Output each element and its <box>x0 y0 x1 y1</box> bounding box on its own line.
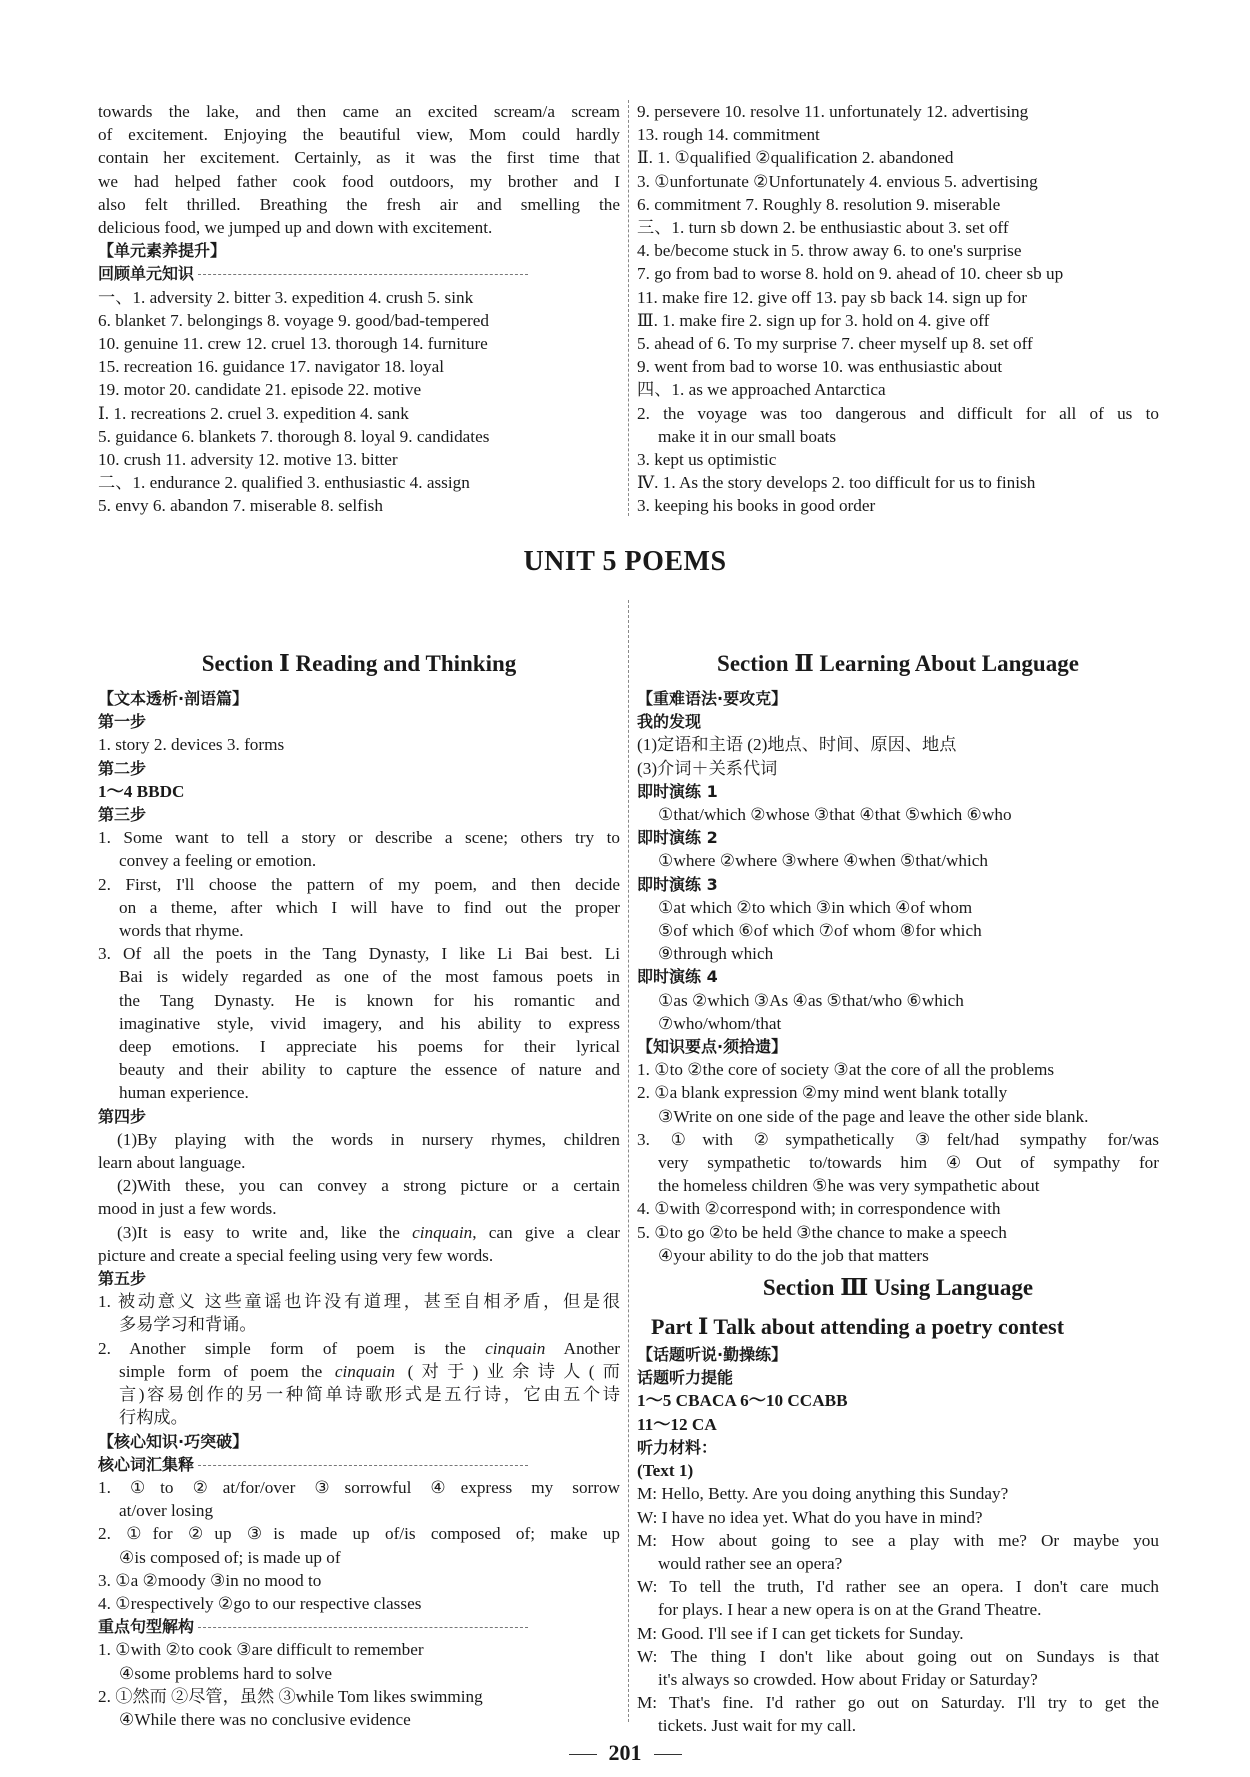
dialogue-line: M: How about going to see a play with me? Or maybe you <box>637 1530 1159 1550</box>
answer-line: picture and create a special feeling using very few words. <box>98 1245 494 1265</box>
step3-label: 第三步 <box>98 805 147 825</box>
dialogue-line: it's always so crowded. How about Friday or Saturday? <box>658 1669 1038 1689</box>
answer-line: 13. rough 14. commitment <box>637 125 820 145</box>
materials-label: 听力材料： <box>637 1437 718 1457</box>
answer-line: Ⅳ. 1. As the story develops 2. too difficult for us to finish <box>637 473 1036 493</box>
dialogue-line: M: Good. I'll see if I can get tickets for Sunday. <box>637 1623 964 1643</box>
part1-title: Part Ⅰ Talk about attending a poetry contest <box>651 1314 1065 1340</box>
answer-line: ④is composed of; is made up of <box>119 1547 341 1567</box>
answer-line: 二、1. endurance 2. qualified 3. enthusiastic 4. assign <box>98 473 470 493</box>
column-divider <box>628 600 629 1722</box>
essay-line: we had helped father cook food outdoors, my brother and I <box>98 171 620 191</box>
answer-line: 3. kept us optimistic <box>637 450 777 470</box>
essay-line: towards the lake, and then came an excited scream/a scream <box>98 102 620 121</box>
vocab-heading: 核心词汇集释 <box>98 1453 620 1476</box>
essay-line: contain her excitement. Certainly, as it was the first time that <box>98 148 620 168</box>
essay-line: delicious food, we jumped up and down with excitement. <box>98 218 493 238</box>
text-analysis-heading: 【文本透析·剖语篇】 <box>98 689 249 708</box>
answer-line: (1)定语和主语 (2)地点、时间、原因、地点 <box>637 735 957 755</box>
answer-line: 5. ahead of 6. To my surprise 7. cheer myself up 8. set off <box>637 334 1033 354</box>
answer-line: ⑦who/whom/that <box>658 1013 782 1033</box>
answer-line: (2)With these, you can convey a strong picture or a certain <box>117 1176 620 1196</box>
answer-line: 多易学习和背诵。 <box>119 1315 257 1335</box>
answer-line: ③Write on one side of the page and leave the other side blank. <box>658 1106 1089 1126</box>
section1-column <box>98 643 620 1731</box>
answer-line: imaginative style, vivid imagery, and his ability to express <box>119 1013 620 1033</box>
answer-line: ①as ②which ③As ④as ⑤that/who ⑥which <box>658 990 964 1010</box>
answer-line: 5. guidance 6. blankets 7. thorough 8. loyal 9. candidates <box>98 426 490 446</box>
answer-line: 6. commitment 7. Roughly 8. resolution 9. miserable <box>637 194 1001 214</box>
answer-line: at/over losing <box>119 1501 214 1521</box>
column-divider <box>628 100 629 516</box>
dialogue-line: M: That's fine. I'd rather go out on Saturday. I'll try to get the <box>637 1693 1159 1713</box>
answer-line: convey a feeling or emotion. <box>119 851 317 871</box>
text1-label: (Text 1) <box>637 1461 694 1481</box>
answer-line: 言)容易创作的另一种简单诗歌形式是五行诗，它由五个诗 <box>119 1385 620 1405</box>
answer-line: on a theme, after which I will have to find out the proper <box>119 897 620 917</box>
step2-answers: 1～4 BBDC <box>98 781 185 801</box>
answer-line: the Tang Dynasty. He is known for his romantic and <box>119 990 620 1010</box>
answer-line: the homeless children ⑤he was very sympathetic about <box>658 1176 1040 1196</box>
answer-line: 19. motor 20. candidate 21. episode 22. motive <box>98 380 422 400</box>
section1-title: Section Ⅰ Reading and Thinking <box>201 651 517 676</box>
knowledge-points-heading: 【知识要点·须拾遗】 <box>637 1037 788 1057</box>
core-knowledge-heading: 【核心知识·巧突破】 <box>98 1431 249 1451</box>
section2-title: Section Ⅱ Learning About Language <box>717 651 1079 676</box>
answer-line: very sympathetic to/towards him ④Out of sympathy for <box>658 1153 1159 1173</box>
answer-line: Ⅰ. 1. recreations 2. cruel 3. expedition 4. sank <box>98 403 409 423</box>
answer-line: 三、1. turn sb down 2. be enthusiastic about 3. set off <box>637 218 1009 238</box>
answer-line: Ⅲ. 1. make fire 2. sign up for 3. hold on 4. give off <box>637 310 990 330</box>
answer-line: 行构成。 <box>119 1408 188 1428</box>
unit-literacy-heading: 【单元素养提升】 <box>98 241 227 261</box>
dialogue-line: W: To tell the truth, I'd rather see an opera. I don't care much <box>637 1577 1159 1597</box>
answer-line: 1. ①with ②to cook ③are difficult to remember <box>98 1640 424 1660</box>
answer-line: mood in just a few words. <box>98 1199 277 1219</box>
listening-sub-label: 话题听力提能 <box>637 1368 734 1388</box>
answer-line: learn about language. <box>98 1153 246 1173</box>
answer-line: deep emotions. I appreciate his poems for their lyrical <box>119 1037 620 1057</box>
answer-line: 6. blanket 7. belongings 8. voyage 9. good/bad-tempered <box>98 310 489 330</box>
answer-line: 3. ①with ②sympathetically ③felt/had sympathy for/was <box>637 1129 1159 1149</box>
answer-line: 1. ①to ②the core of society ③at the core of all the problems <box>637 1060 1055 1080</box>
answer-line: 3. ①a ②moody ③in no mood to <box>98 1570 322 1590</box>
grammar-heading: 【重难语法·要攻克】 <box>637 689 788 708</box>
essay-line: of excitement. Enjoying the beautiful view, Mom could hardly <box>98 125 620 145</box>
answer-line: ④some problems hard to solve <box>119 1663 333 1683</box>
answer-line: 11. make fire 12. give off 13. pay sb back 14. sign up for <box>637 287 1027 307</box>
answer-line: 1. Some want to tell a story or describe a scene; others try to <box>98 828 620 848</box>
answer-line: 一、1. adversity 2. bitter 3. expedition 4. crush 5. sink <box>98 287 474 307</box>
answer-line: 3. Of all the poets in the Tang Dynasty, I like Li Bai best. Li <box>98 944 620 964</box>
dialogue-line: for plays. I hear a new opera is on at the Grand Theatre. <box>658 1600 1042 1620</box>
answer-line: words that rhyme. <box>119 921 244 941</box>
answer-line: 5. envy 6. abandon 7. miserable 8. selfish <box>98 496 383 516</box>
answer-line: 1～5 CBACA 6～10 CCABB <box>637 1391 848 1411</box>
answer-line: human experience. <box>119 1083 249 1103</box>
answer-line: 4. ①respectively ②go to our respective classes <box>98 1593 422 1613</box>
answer-line: 9. went from bad to worse 10. was enthusiastic about <box>637 357 1003 377</box>
answer-line: 15. recreation 16. guidance 17. navigator 18. loyal <box>98 357 445 377</box>
answer-line: (3)介词＋关系代词 <box>637 758 778 778</box>
discovery-label: 我的发现 <box>637 712 702 732</box>
answer-line: (1)By playing with the words in nursery rhymes, children <box>117 1129 620 1149</box>
step4-label: 第四步 <box>98 1106 147 1126</box>
answer-line: ④While there was no conclusive evidence <box>119 1709 411 1729</box>
answer-line: 2. First, I'll choose the pattern of my poem, and then decide <box>98 874 620 894</box>
essay-line: also felt thrilled. Breathing the fresh air and smelling the <box>98 194 620 214</box>
answer-line: 9. persevere 10. resolve 11. unfortunately 12. advertising <box>637 102 1029 121</box>
answer-line: 2. Another simple form of poem is the cinquain Another <box>98 1338 621 1358</box>
page-number: 201 <box>0 1740 1250 1766</box>
answer-line: 4. be/become stuck in 5. throw away 6. to one's surprise <box>637 241 1022 261</box>
step1-label: 第一步 <box>98 712 147 732</box>
practice3-label: 即时演练 3 <box>637 874 718 894</box>
answer-line: 7. go from bad to worse 8. hold on 9. ahead of 10. cheer sb up <box>637 264 1064 284</box>
section2-column <box>637 643 1159 1738</box>
answer-line: 四、1. as we approached Antarctica <box>637 380 886 400</box>
unit-title: UNIT 5 POEMS <box>523 546 727 577</box>
practice4-label: 即时演练 4 <box>637 967 718 987</box>
answer-line: 2. ①然而 ②尽管，虽然 ③while Tom likes swimming <box>98 1686 483 1706</box>
step2-label: 第二步 <box>98 758 147 778</box>
answer-line: make it in our small boats <box>658 426 837 446</box>
answer-line: ⑤of which ⑥of which ⑦of whom ⑧for which <box>658 921 982 941</box>
answer-line: 1. 被动意义 这些童谣也许没有道理，甚至自相矛盾，但是很 <box>98 1292 620 1312</box>
step1-answers: 1. story 2. devices 3. forms <box>98 735 285 755</box>
answer-line: ④your ability to do the job that matters <box>658 1245 929 1265</box>
answer-line: (3)It is easy to write and, like the cinquain, can give a clear <box>117 1222 620 1242</box>
answer-line: simple form of poem the cinquain (对于)业余诗人(而 <box>119 1361 620 1381</box>
answer-line: 4. ①with ②correspond with; in correspondence with <box>637 1199 1001 1219</box>
answer-line: 5. ①to go ②to be held ③the chance to make a speech <box>637 1222 1007 1242</box>
answer-line: 11～12 CA <box>637 1414 717 1434</box>
answer-line: 2. ①for ②up ③is made up of/is composed of; make up <box>98 1524 620 1544</box>
answer-line: ①where ②where ③where ④when ⑤that/which <box>658 851 988 871</box>
section3-title: Section Ⅲ Using Language <box>762 1275 1034 1301</box>
sentence-heading: 重点句型解构 <box>98 1615 620 1638</box>
listening-heading: 【话题听说·勤操练】 <box>637 1345 788 1365</box>
answer-line: 2. the voyage was too dangerous and difficult for all of us to <box>637 403 1159 423</box>
answer-line: 3. ①unfortunate ②Unfortunately 4. envious 5. advertising <box>637 171 1038 191</box>
answer-line: beauty and their ability to capture the essence of nature and <box>119 1060 620 1080</box>
dialogue-line: W: I have no idea yet. What do you have in mind? <box>637 1507 983 1527</box>
answer-line: 10. crush 11. adversity 12. motive 13. bitter <box>98 450 398 470</box>
answer-line: ⑨through which <box>658 944 774 964</box>
answer-line: 10. genuine 11. crew 12. cruel 13. thorough 14. furniture <box>98 334 488 354</box>
answer-line: ①at which ②to which ③in which ④of whom <box>658 897 973 917</box>
dialogue-line: tickets. Just wait for my call. <box>658 1716 857 1736</box>
top-left-column <box>98 100 620 518</box>
step5-label: 第五步 <box>98 1269 147 1289</box>
dialogue-line: M: Hello, Betty. Are you doing anything this Sunday? <box>637 1484 1009 1504</box>
dialogue-line: W: The thing I don't like about going out on Sundays is that <box>637 1646 1159 1666</box>
practice1-label: 即时演练 1 <box>637 781 718 801</box>
dialogue-line: would rather see an opera? <box>658 1553 843 1573</box>
answer-line: 2. ①a blank expression ②my mind went blank totally <box>637 1083 1008 1103</box>
review-knowledge-heading: 回顾单元知识 <box>98 262 620 285</box>
practice2-label: 即时演练 2 <box>637 828 718 848</box>
answer-line: 1. ①to ②at/for/over ③sorrowful ④express my sorrow <box>98 1477 620 1497</box>
top-right-column <box>637 100 1159 518</box>
answer-line: ①that/which ②whose ③that ④that ⑤which ⑥who <box>658 805 1012 825</box>
answer-line: Ⅱ. 1. ①qualified ②qualification 2. abandoned <box>637 148 954 168</box>
answer-line: 3. keeping his books in good order <box>637 496 876 516</box>
answer-line: Bai is widely regarded as one of the most famous poets in <box>119 967 620 987</box>
